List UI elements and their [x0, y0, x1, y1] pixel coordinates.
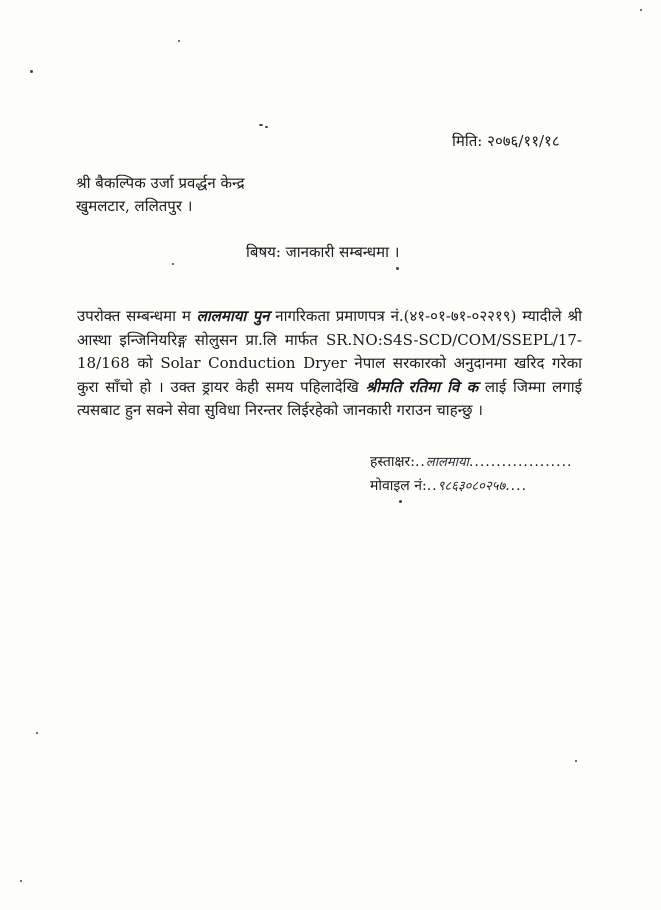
scan-speck: [575, 760, 577, 762]
signature-dots: ...................: [468, 454, 573, 470]
body-part-3: लाई जिम्मा लगाई त्यसबाट हुन सक्ने सेवा सुविधा निरन्तर लिईरहेको जानकारी गराउन चाहन्छु ।: [77, 377, 582, 419]
scan-speck: [265, 126, 268, 128]
letter-date: [452, 131, 560, 151]
recipient-line-2: खुमलटार, ललितपुर ।: [76, 197, 193, 215]
scan-speck: [30, 70, 33, 73]
caretaker-name: श्रीमति रतिमा वि क: [365, 377, 479, 396]
mobile-label: मोवाइल नं:: [370, 478, 427, 494]
scan-speck: [20, 880, 22, 882]
date-label: मिति:: [452, 132, 483, 150]
letter-subject: बिषय: जानकारी सम्बन्धमा ।: [246, 243, 400, 261]
body-part-1: उपरोक्त सम्बन्धमा म: [77, 307, 197, 325]
scan-speck: [178, 40, 180, 42]
signature-handwritten: लालमाया: [425, 455, 469, 470]
scan-speck: [640, 9, 642, 11]
applicant-name: लालमाया पुन: [196, 307, 270, 325]
scan-speck: [172, 263, 174, 265]
recipient-address: [76, 172, 245, 218]
scan-speck: [396, 267, 399, 270]
body-part-2: नागरिकता प्रमाणपत्र नं.(४१-०१-७१-०२२१९) म्यादीले श्री आस्था इन्जिनियरिङ्ग सोलुसन प्रा.लि मार्फत SR.NO:S4S-SCD/COM/SSEPL/17-18/168 को Solar Conduction Dryer नेपाल सरकारको अनुदानमा खरिद गरेका कुरा साँचो हो । उक्त ड्रायर केही समय पहिलादेखि: [77, 307, 583, 396]
mobile-line: मोवाइल नं:..९८६३०८०२५७....: [370, 478, 528, 494]
scan-speck: [36, 732, 38, 734]
mobile-handwritten: ९८६३०८०२५७: [437, 479, 506, 494]
signature-label: हस्ताक्षर:: [370, 454, 415, 470]
letter-body: [77, 305, 582, 423]
signature-line: हस्ताक्षर:..लालमाया...................: [370, 454, 573, 470]
scan-speck: [259, 124, 263, 126]
mobile-dots: ....: [505, 478, 528, 494]
scan-speck: [399, 500, 402, 503]
date-value: २०७६/११/१८: [487, 132, 560, 150]
recipient-line-1: श्री बैकल्पिक उर्जा प्रवर्द्धन केन्द्र: [76, 174, 245, 192]
